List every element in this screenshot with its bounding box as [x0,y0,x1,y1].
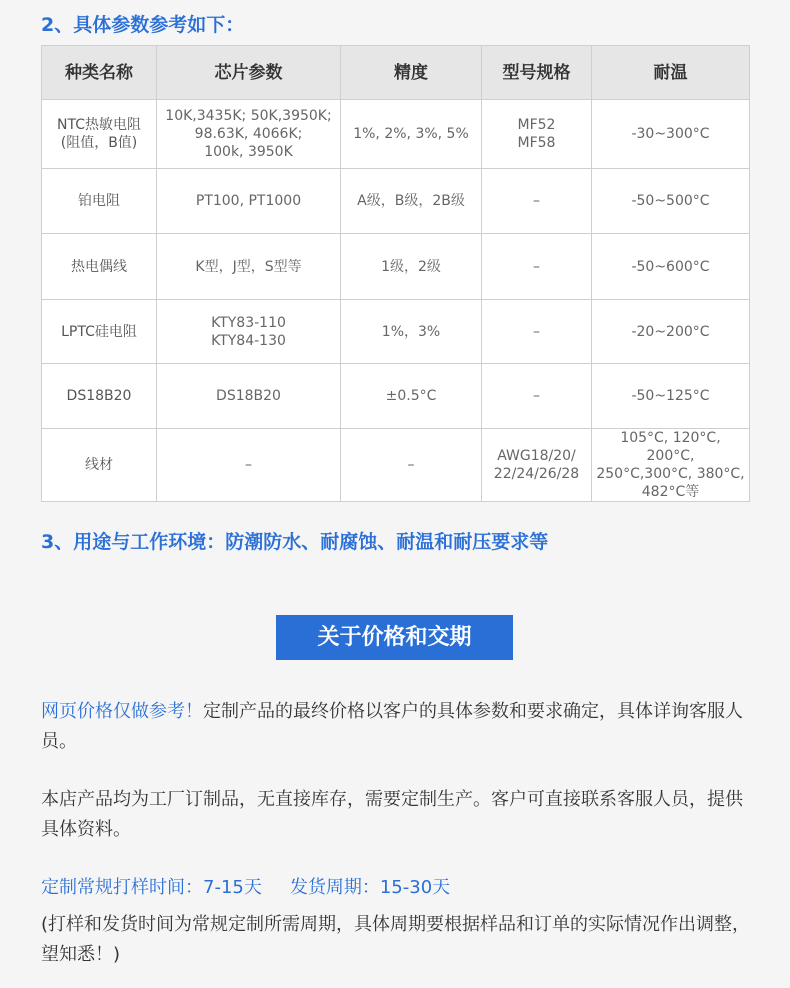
cell-model [482,100,592,169]
cell-line: 1级，2级 [381,258,441,275]
cell-temp [592,364,750,429]
table-row [42,169,750,234]
cell-chip [157,364,341,429]
cell-chip [157,234,341,300]
header-cell-temp: 耐温 [592,46,750,100]
cell-line: -50~600°C [631,258,710,275]
cell-type [42,100,157,169]
table-header-row [42,46,750,100]
cell-line: – [533,388,540,404]
cell-line: (阻值，B值) [60,135,138,151]
cell-line: LPTC硅电阻 [61,323,137,340]
cell-line: – [533,193,540,209]
table-row [42,100,750,169]
cell-line: – [245,457,252,473]
cell-line: PT100, PT1000 [195,193,302,209]
cell-line: DS18B20 [216,388,281,404]
table-row [42,429,750,502]
cell-line: -20~200°C [631,323,710,340]
cell-line: 1%，3% [381,323,441,340]
cell-line: 250°C,300°C, 380°C, [596,466,745,482]
cell-line: K型，J型，S型等 [195,258,302,275]
cell-line: – [533,323,540,340]
cell-line: DS18B20 [66,388,132,404]
cell-precision [341,300,482,364]
cell-line: NTC热敏电阻 [57,117,141,133]
cell-chip [157,169,341,234]
cell-precision [341,364,482,429]
header-cell-model: 型号规格 [482,46,592,100]
cell-line: – [533,258,540,275]
stock-note-paragraph: 本店产品均为工厂订制品，无直接库存，需要定制生产。客户可直接联系客服人员，提供具体资料。 [41,789,743,840]
header-cell-chip: 芯片参数 [157,46,341,100]
params-table [41,45,750,502]
cell-line: A级，B级，2B级 [357,193,465,209]
cell-line: MF52 [517,117,556,133]
cell-line: ±0.5°C [385,388,437,404]
cell-temp [592,300,750,364]
cell-type [42,169,157,234]
cell-line: – [407,457,415,473]
cell-line: 98.63K, 4066K; [194,126,303,142]
section-2-title: 2、具体参数参考如下： [41,14,245,36]
cell-model [482,234,592,300]
price-note-highlight: 网页价格仅做参考！ [41,701,203,722]
cell-line: 482°C等 [641,484,700,500]
cell-line: KTY83-110 [211,314,286,331]
cell-line: 22/24/26/28 [493,466,580,482]
price-delivery-banner: 关于价格和交期 [276,615,513,660]
cell-precision [341,234,482,300]
cell-line: AWG18/20/ [497,448,576,464]
cell-line: 铂电阻 [78,193,120,209]
cell-line: 1%, 2%, 3%, 5% [353,126,469,142]
cell-line: -30~300°C [631,126,710,142]
price-note-text: 定制产品的最终价格以客户的具体参数和要求确定，具体详询客服人员。 [41,701,743,752]
cell-line: -50~500°C [631,193,710,209]
cell-model [482,169,592,234]
cell-line: 105°C, 120°C, 200°C, [620,430,721,464]
header-cell-type: 种类名称 [42,46,157,100]
cell-model [482,300,592,364]
cell-temp [592,234,750,300]
cell-type [42,300,157,364]
cell-temp [592,100,750,169]
cell-model [482,429,592,502]
lead-time-note-paragraph: (打样和发货时间为常规定制所需周期，具体周期要根据样品和订单的实际情况作出调整，望知悉！) [41,914,751,965]
cell-model [482,364,592,429]
cell-precision [341,100,482,169]
price-note-paragraph [41,697,753,757]
lead-time-line [41,873,753,903]
cell-type [42,429,157,502]
header-cell-precision: 精度 [341,46,482,100]
cell-chip [157,300,341,364]
cell-chip [157,100,341,169]
delivery-time-text: 发货周期：15-30天 [289,877,451,898]
cell-temp [592,169,750,234]
table-row [42,300,750,364]
cell-temp [592,429,750,502]
sample-time-text: 定制常规打样时间：7-15天 [41,877,262,898]
cell-line: 10K,3435K; 50K,3950K; [165,108,332,124]
cell-chip [157,429,341,502]
cell-precision [341,169,482,234]
cell-line: 线材 [85,457,113,473]
cell-line: -50~125°C [631,388,710,404]
cell-line: 100k, 3950K [204,144,293,160]
table-row [42,364,750,429]
cell-line: 热电偶线 [71,258,127,275]
cell-line: KTY84-130 [211,332,286,349]
cell-precision [341,429,482,502]
cell-type [42,364,157,429]
cell-type [42,234,157,300]
section-3-title: 3、用途与工作环境：防潮防水、耐腐蚀、耐温和耐压要求等 [41,531,549,553]
cell-line: MF58 [517,135,556,151]
table-row [42,234,750,300]
